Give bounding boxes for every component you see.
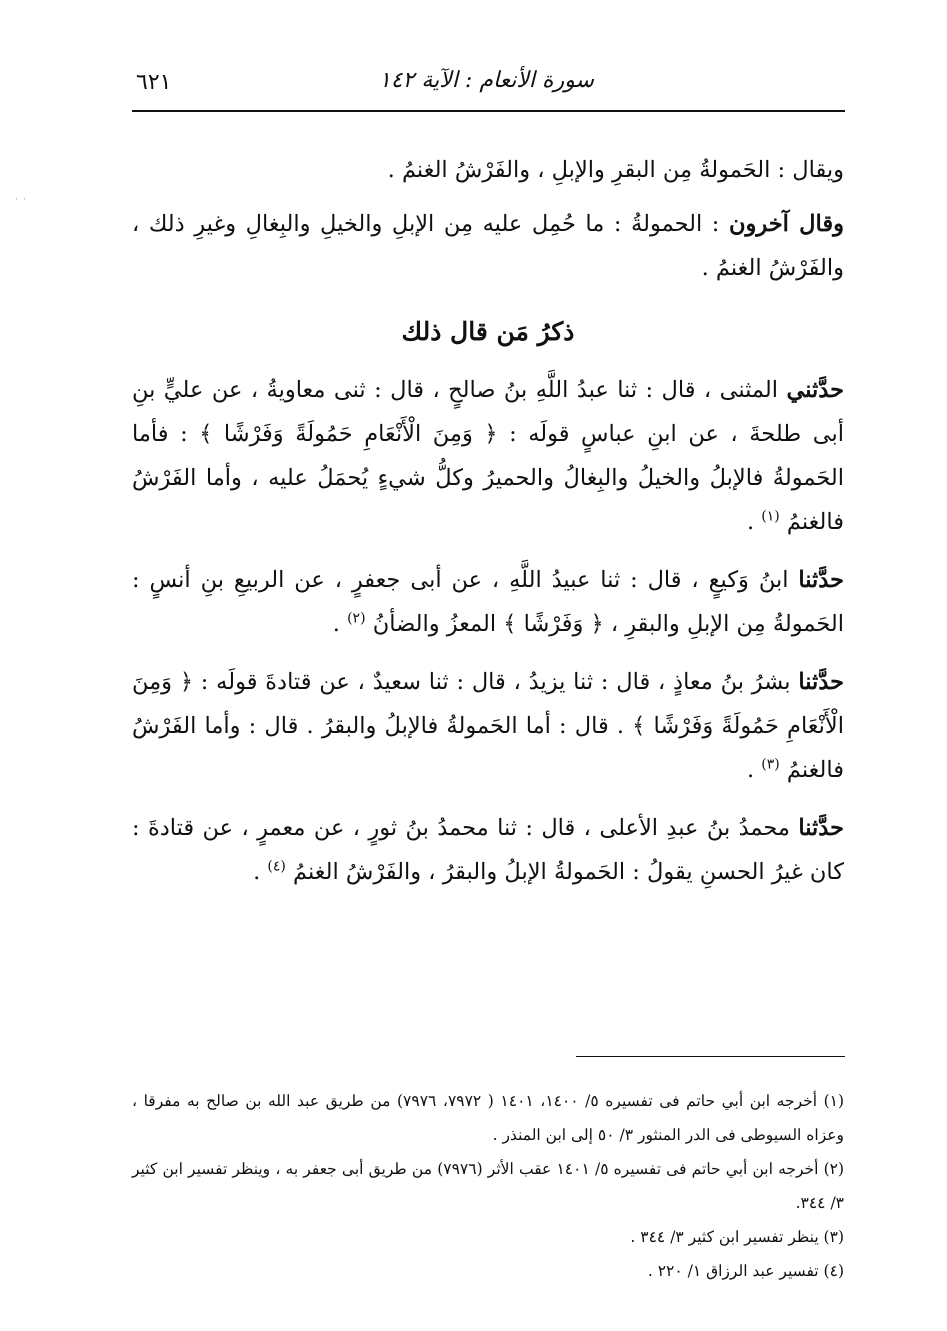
page-number: ٦٢١ [136,70,172,95]
paragraph-text: : الحمولةُ : ما حُمِل عليه مِن الإبلِ والخيلِ والبِغالِ وغيرِ ذلك ، والفَرْشُ الغنمُ . [132,211,844,281]
footnote-1: (١) أخرجه ابن أبي حاتم فى تفسيره ٥/ ١٤٠٠، ١٤٠١ ( ٧٩٧٢، ٧٩٧٦) من طريق عبد الله بن صالح به مفرقا ، وعزاه السيوطى فى الدر المنثور ٣/ ٥٠ إلى ابن المنذر . [132,1092,845,1144]
footnote-4: (٤) تفسير عبد الرزاق ١/ ٢٢٠ . [647,1262,844,1280]
footnote-separator [576,1056,845,1057]
paragraph-lead: حدَّثنا [798,567,844,593]
paragraph-text: المثنى ، قال : ثنا عبدُ اللَّهِ بنُ صالحٍ ، قال : ثنى معاويةُ ، عن عليٍّ بنِ أبى طلحةَ ، عن ابنِ عباسٍ قولَه : ﴿ وَمِنَ الْأَنْعَامِ حَمُولَةً وَفَرْشًا ﴾ : فأما الحَمولةُ فالإبلُ والخيلُ والبِغالُ والحميرُ وكلُّ شيءٍ يُحمَلُ عليه ، وأما الفَرْشُ فالغنمُ [132,377,844,535]
paragraph-4: حدَّثنا ابنُ وَكيعٍ ، قال : ثنا عبيدُ اللَّهِ ، عن أبى جعفرٍ ، عن الربيعِ بنِ أنسٍ : الحَمولةُ مِن الإبلِ والبقرِ ، ﴿ وَفَرْشًا ﴾ المعزُ والضأنُ $^{(٢)}$ . [132,567,844,637]
paragraph-lead: حدَّثنا [798,669,844,695]
paragraph-lead: وقال آخرون [728,211,844,237]
paragraph-text: محمدُ بنُ عبدِ الأعلى ، قال : ثنا محمدُ بنُ ثورٍ ، عن معمرٍ ، عن قتادةَ : كان غيرُ الحسنِ يقولُ : الحَمولةُ الإبلُ والبقرُ ، والفَرْشُ الغنمُ [132,815,844,885]
running-header [132,62,844,102]
paragraph-text: ابنُ وَكيعٍ ، قال : ثنا عبيدُ اللَّهِ ، عن أبى جعفرٍ ، عن الربيعِ بنِ أنسٍ : الحَمولةُ مِن الإبلِ والبقرِ ، ﴿ وَفَرْشًا ﴾ المعزُ والضأنُ [132,567,844,637]
paragraph-text: بشرُ بنُ معاذٍ ، قال : ثنا يزيدُ ، قال : ثنا سعيدٌ ، عن قتادةَ قولَه : ﴿ وَمِنَ الْأَنْعَامِ حَمُولَةً وَفَرْشًا ﴾ . قال : أما الحَمولةُ فالإبلُ والبقرُ . قال : وأما الفَرْشُ فالغنمُ [132,669,844,783]
footnote-marker: (٢) [347,610,366,627]
footnotes [132,1084,844,1288]
paragraph-1 [132,148,844,192]
footnote-2: (٢) أخرجه ابن أبي حاتم فى تفسيره ٥/ ١٤٠١ عقب الأثر (٧٩٧٦) من طريق أبى جعفر به ، وينظر تفسير ابن كثير ٣/ ٣٤٤. [132,1160,845,1212]
footnote-3: (٣) ينظر تفسير ابن كثير ٣/ ٣٤٤ . [630,1228,844,1246]
paragraph-2 [132,202,844,290]
section-heading: ذكرُ مَن قال ذلك [401,317,575,346]
footnote-marker: (١) [761,508,780,525]
footnote-marker: (٣) [761,756,780,773]
paragraph-6: حدَّثنا محمدُ بنُ عبدِ الأعلى ، قال : ثنا محمدُ بنُ ثورٍ ، عن معمرٍ ، عن قتادةَ : كان غيرُ الحسنِ يقولُ : الحَمولةُ الإبلُ والبقرُ ، والفَرْشُ الغنمُ $^{(٤)}$ . [132,815,844,885]
header-rule [132,110,845,112]
paragraph-5: حدَّثنا بشرُ بنُ معاذٍ ، قال : ثنا يزيدُ ، قال : ثنا سعيدٌ ، عن قتادةَ قولَه : ﴿ وَمِنَ الْأَنْعَامِ حَمُولَةً وَفَرْشًا ﴾ . قال : أما الحَمولةُ فالإبلُ والبقرُ . قال : وأما الفَرْشُ فالغنمُ $^{(٣)}$ . [132,669,844,783]
paragraph-3: حدَّثني المثنى ، قال : ثنا عبدُ اللَّهِ بنُ صالحٍ ، قال : ثنى معاويةُ ، عن عليٍّ بنِ أبى طلحةَ ، عن ابنِ عباسٍ قولَه : ﴿ وَمِنَ الْأَنْعَامِ حَمُولَةً وَفَرْشًا ﴾ : فأما الحَمولةُ فالإبلُ والخيلُ والبِغالُ والحميرُ وكلُّ شيءٍ يُحمَلُ عليه ، وأما الفَرْشُ فالغنمُ $^{(١)}$ . [132,377,844,535]
main-text [132,148,844,894]
scan-speck: ˙ ˙ [14,198,28,209]
paragraph-lead: حدَّثني [786,377,844,403]
footnote-marker: (٤) [267,858,286,875]
running-title: سورة الأنعام : الآية ١٤٢ [378,68,594,93]
paragraph-text: ويقال : الحَمولةُ مِن البقرِ والإبلِ ، والفَرْشُ الغنمُ . [387,157,844,183]
paragraph-lead: حدَّثنا [798,815,844,841]
